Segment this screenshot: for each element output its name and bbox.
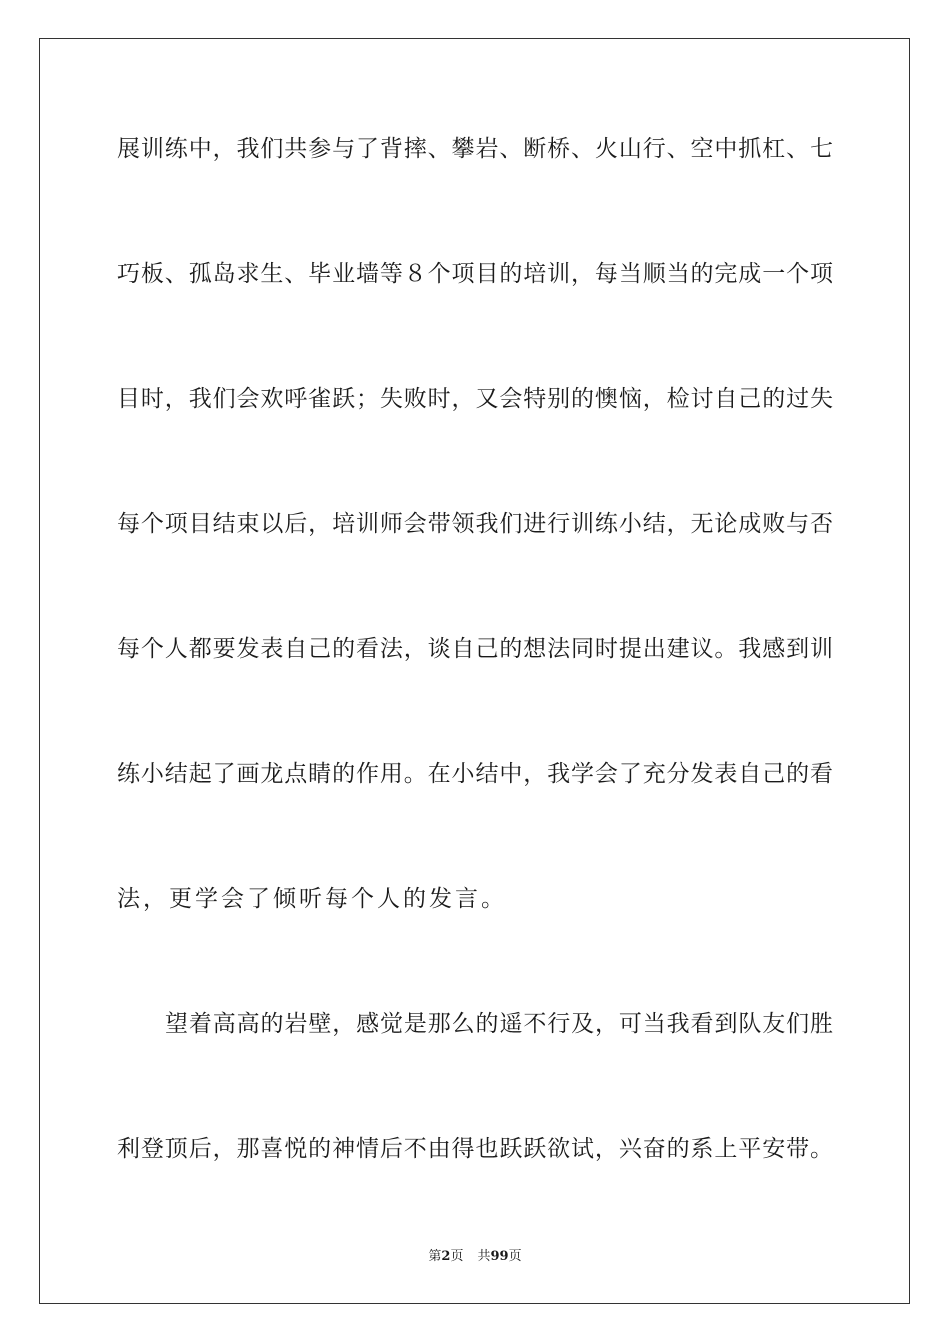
page-border xyxy=(39,38,910,1304)
paragraph-line-6: 练小结起了画龙点睛的作用。在小结中，我学会了充分发表自己的看 xyxy=(117,761,833,787)
paragraph-line-1: 展训练中，我们共参与了背摔、攀岩、断桥、火山行、空中抓杠、七 xyxy=(117,136,833,162)
paragraph-line-9: 利登顶后，那喜悦的神情后不由得也跃跃欲试，兴奋的系上平安带。 xyxy=(117,1136,833,1162)
page-suffix: 页 xyxy=(450,1249,464,1264)
paragraph-line-3: 目时，我们会欢呼雀跃；失败时，又会特别的懊恼，检讨自己的过失 xyxy=(117,386,833,412)
total-prefix: 共 xyxy=(477,1249,491,1264)
paragraph-line-8: 望着高高的岩壁，感觉是那么的遥不行及，可当我看到队友们胜 xyxy=(165,1011,833,1037)
total-pages: 99 xyxy=(490,1249,509,1264)
paragraph-line-4: 每个项目结束以后，培训师会带领我们进行训练小结，无论成败与否 xyxy=(117,511,833,537)
paragraph-line-2: 巧板、孤岛求生、毕业墙等８个项目的培训，每当顺当的完成一个项 xyxy=(117,261,833,287)
page-prefix: 第 xyxy=(428,1249,442,1264)
total-suffix: 页 xyxy=(508,1249,522,1264)
page-number: 2 xyxy=(441,1249,451,1264)
page-footer xyxy=(0,1247,950,1267)
paragraph-line-5: 每个人都要发表自己的看法，谈自己的想法同时提出建议。我感到训 xyxy=(117,636,833,662)
paragraph-line-7: 法，更学会了倾听每个人的发言。 xyxy=(117,886,507,912)
